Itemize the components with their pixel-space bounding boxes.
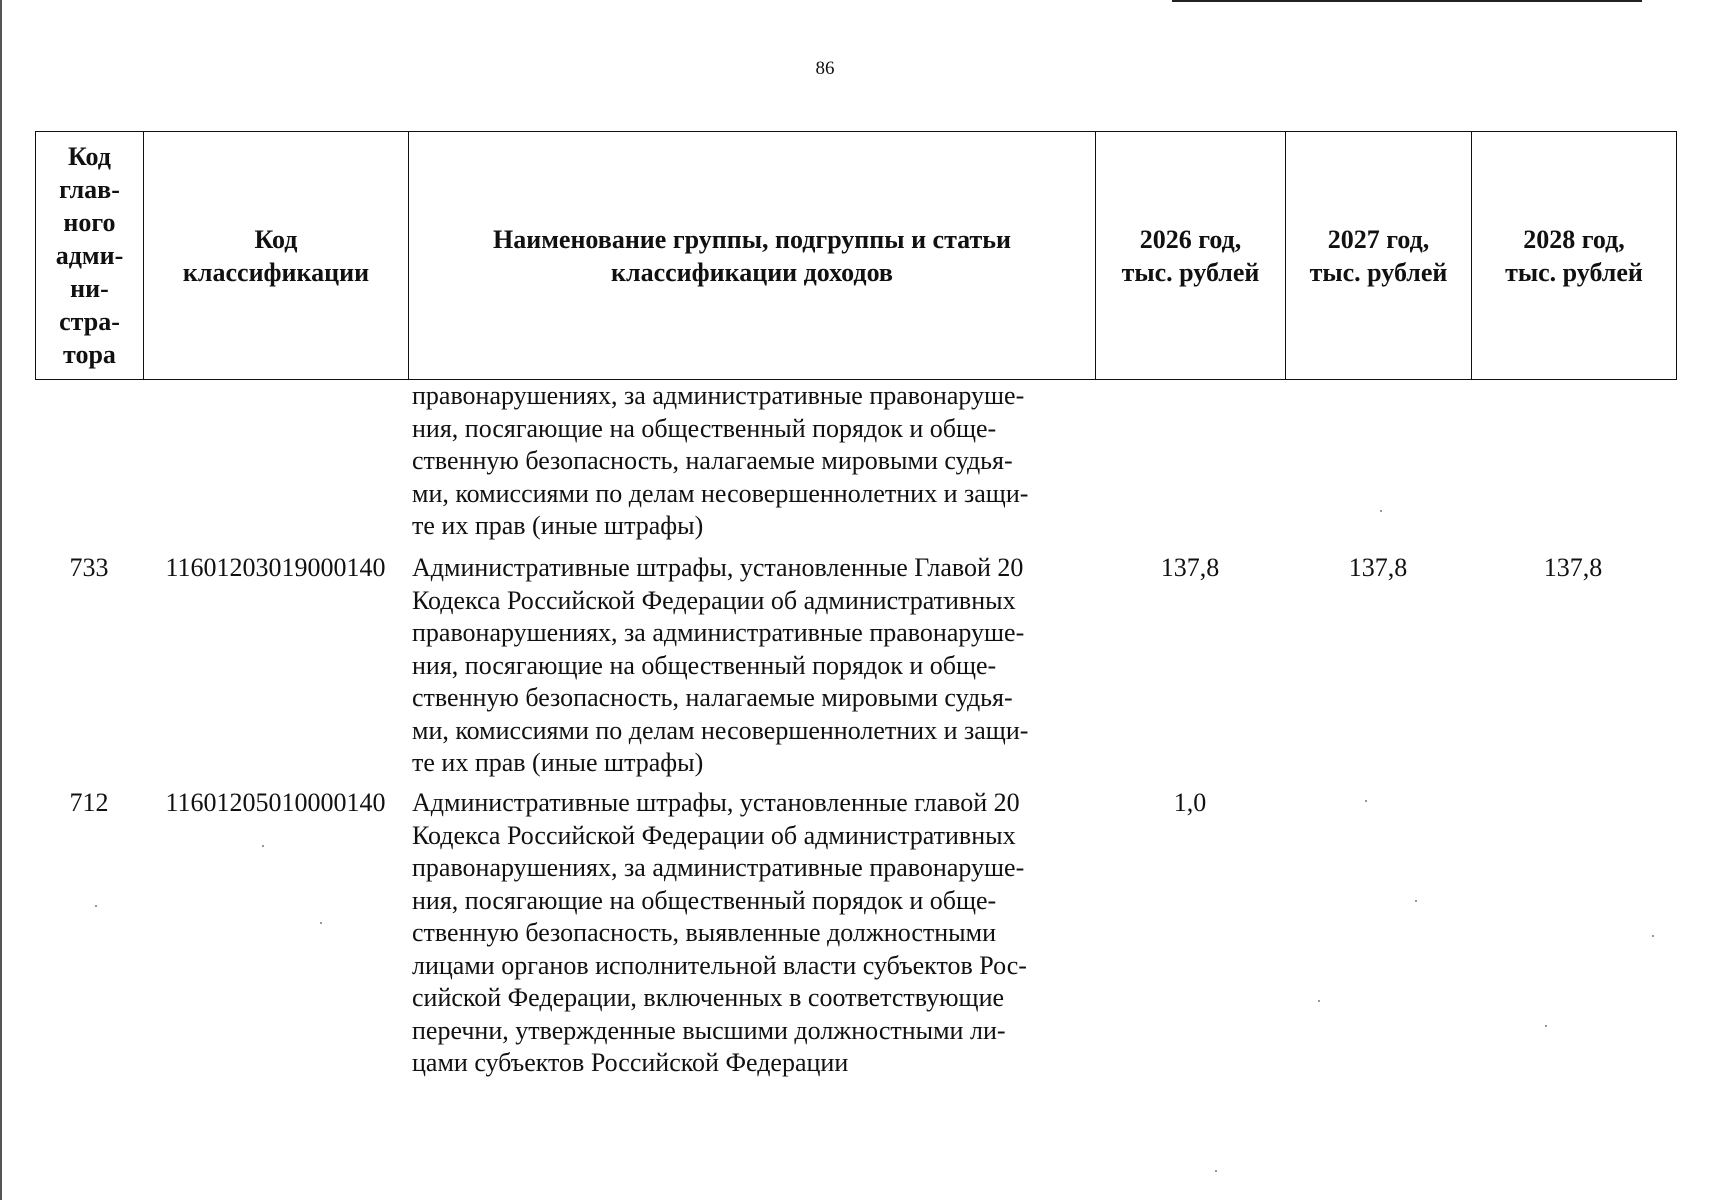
row-classification-code: 11601205010000140 <box>165 788 386 817</box>
page-number: 86 <box>815 58 835 79</box>
scan-edge-left <box>0 0 2 1200</box>
header-year-2026: 2026 год, тыс. рублей <box>1096 132 1286 379</box>
description-line: Административные штрафы, установленные главой 20 <box>412 788 1020 817</box>
row-description <box>412 552 1102 780</box>
description-line: те их прав (иные штрафы) <box>412 748 704 777</box>
row-admin-code: 712 <box>69 788 109 817</box>
row-value-2026: 1,0 <box>1173 788 1207 817</box>
scan-speck <box>1415 900 1417 902</box>
description-line: Кодекса Российской Федерации об административных <box>412 585 1016 615</box>
header-name: Наименование группы, подгруппы и статьи классификации доходов <box>409 132 1096 379</box>
description-line: правонарушениях, за административные правонаруше- <box>412 618 1025 647</box>
row-value-2027: 137,8 <box>1348 553 1408 582</box>
description-line: цами субъектов Российской Федерации <box>412 1048 849 1077</box>
table-header <box>35 131 1677 380</box>
row-description <box>412 787 1102 1080</box>
description-line: ния, посягающие на общественный порядок и обще- <box>412 885 997 915</box>
scan-speck <box>95 905 97 907</box>
header-admin-code: Код глав- ного адми- ни- стра- тора <box>36 132 144 379</box>
scan-speck <box>1318 1000 1320 1002</box>
description-line: ния, посягающие на общественный порядок и обще- <box>412 650 997 680</box>
scan-speck <box>1215 1170 1217 1172</box>
description-line: ственную безопасность, налагаемые мировыми судья- <box>412 446 1013 475</box>
description-line: ми, комиссиями по делам несовершеннолетних и защи- <box>412 715 1029 745</box>
description-line: ственную безопасность, налагаемые мировыми судья- <box>412 683 1013 712</box>
description-line: ми, комиссиями по делам несовершеннолетних и защи- <box>412 478 1029 508</box>
row-value-2026: 137,8 <box>1160 553 1220 582</box>
scan-edge-top <box>1172 0 1642 2</box>
description-line: те их прав (иные штрафы) <box>412 511 704 540</box>
scan-speck <box>1365 800 1367 802</box>
description-line: правонарушениях, за административные правонаруше- <box>412 381 1025 410</box>
description-line: сийской Федерации, включенных в соответствующие <box>412 983 1005 1012</box>
scan-speck <box>1652 935 1654 937</box>
scan-speck <box>262 845 264 847</box>
scan-speck <box>1545 1025 1547 1027</box>
description-line: перечни, утвержденные высшими должностными ли- <box>412 1015 1006 1045</box>
row-admin-code: 733 <box>69 553 109 582</box>
continuation-description <box>412 380 1102 543</box>
description-line: лицами органов исполнительной власти субъектов Рос- <box>412 950 1027 980</box>
description-line: ственную безопасность, выявленные должностными <box>412 918 997 947</box>
header-year-2027: 2027 год, тыс. рублей <box>1286 132 1472 379</box>
description-line: Кодекса Российской Федерации об административных <box>412 820 1016 850</box>
row-value-2028: 137,8 <box>1543 553 1603 582</box>
row-classification-code: 11601203019000140 <box>165 553 386 582</box>
description-line: ния, посягающие на общественный порядок и обще- <box>412 413 997 443</box>
description-line: Административные штрафы, установленные Главой 20 <box>412 553 1024 582</box>
scan-speck <box>1380 510 1382 512</box>
description-line: правонарушениях, за административные правонаруше- <box>412 853 1025 882</box>
header-year-2028: 2028 год, тыс. рублей <box>1505 224 1643 287</box>
scan-speck <box>320 922 322 924</box>
header-classification-code: Код классификации <box>144 132 409 379</box>
